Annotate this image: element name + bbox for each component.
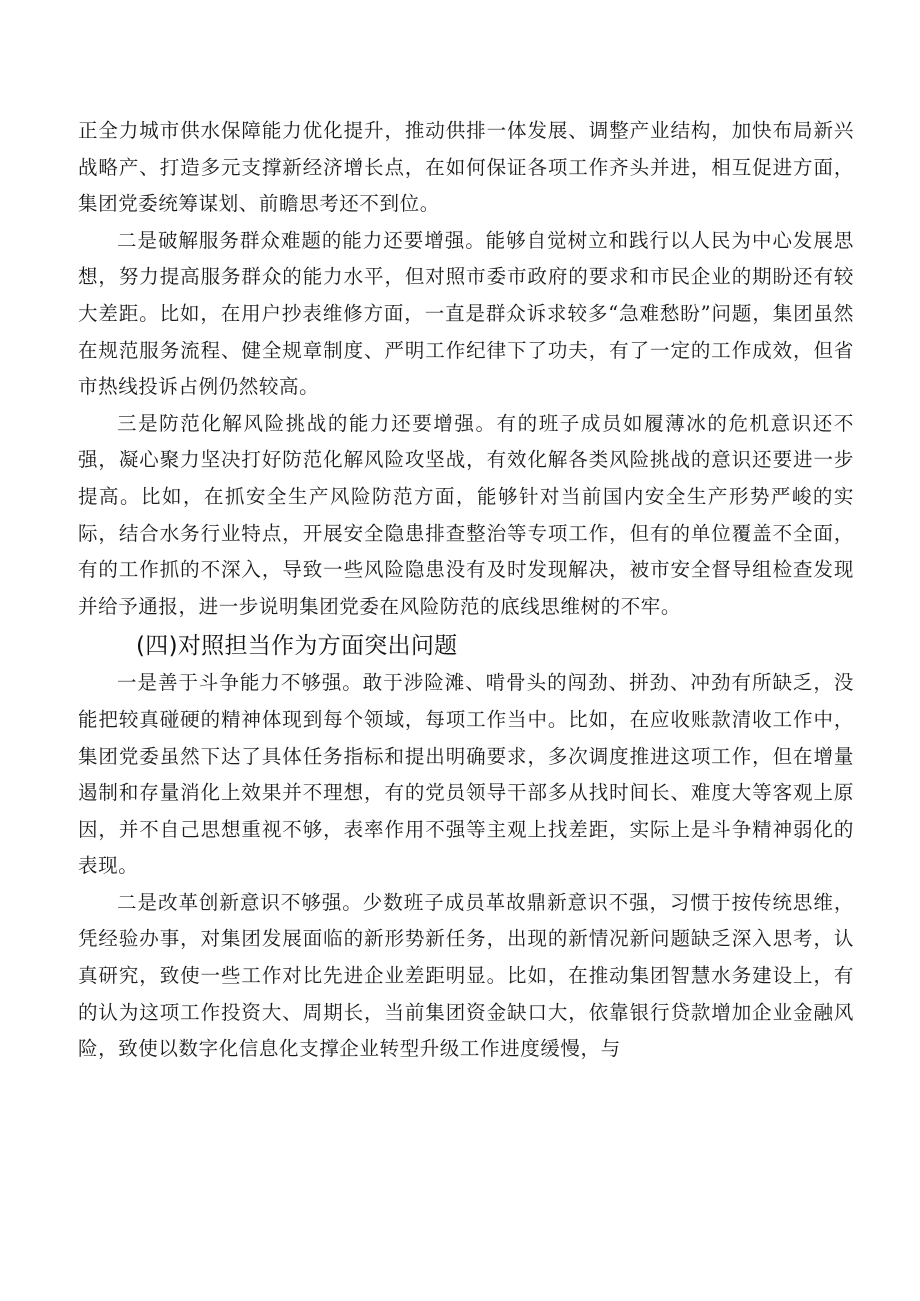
paragraph-service-ability: 二是破解服务群众难题的能力还要增强。能够自觉树立和践行以人民为中心发展思想，努力提高服务群众的能力水平，但对照市委市政府的要求和市民企业的期盼还有较大差距。比如，在用户抄表维修方面，一直是群众诉求较多“急难愁盼”问题，集团虽然在规范服务流程、健全规章制度、严明工作纪律下了功夫，有了一定的工作成效，但省市热线投诉占例仍然较高。: [78, 228, 854, 399]
paragraph-reform-innovation: 二是改革创新意识不够强。少数班子成员革故鼎新意识不强，习惯于按传统思维，凭经验办事，对集团发展面临的新形势新任务，出现的新情况新问题缺乏深入思考，认真研究，致使一些工作对比先进企业差距明显。比如，在推动集团智慧水务建设上，有的认为这项工作投资大、周期长，当前集团资金缺口大，依靠银行贷款增加企业金融风险，致使以数字化信息化支撑企业转型升级工作进度缓慢，与: [78, 890, 854, 1061]
paragraph-risk-prevention: 三是防范化解风险挑战的能力还要增强。有的班子成员如履薄冰的危机意识还不强，凝心聚力坚决打好防范化解风险攻坚战，有效化解各类风险挑战的意识还要进一步提高。比如，在抓安全生产风险防范方面，能够针对当前国内安全生产形势严峻的实际，结合水务行业特点，开展安全隐患排查整治等专项工作，但有的单位覆盖不全面，有的工作抓的不深入，导致一些风险隐患没有及时发现解决，被市安全督导组检查发现并给予通报，进一步说明集团党委在风险防范的底线思维树的不牢。: [78, 411, 854, 618]
document-body: [78, 113, 854, 1068]
paragraph-continued: 正全力城市供水保障能力优化提升，推动供排一体发展、调整产业结构，加快布局新兴战略产、打造多元支撑新经济增长点，在如何保证各项工作齐头并进，相互促进方面，集团党委统筹谋划、前瞻思考还不到位。: [78, 119, 854, 216]
paragraph-struggle-ability: 一是善于斗争能力不够强。敢于涉险滩、啃骨头的闯劲、拼劲、冲劲有所缺乏，没能把较真碰硬的精神体现到每个领域，每项工作当中。比如，在应收账款清收工作中，集团党委虽然下达了具体任务指标和提出明确要求，多次调度推进这项工作，但在增量遏制和存量消化上效果并不理想，有的党员领导干部多从找时间长、难度大等客观上原因，并不自己思想重视不够，表率作用不强等主观上找差距，实际上是斗争精神弱化的表现。: [78, 671, 854, 878]
section-heading: (四)对照担当作为方面突出问题: [136, 633, 458, 660]
